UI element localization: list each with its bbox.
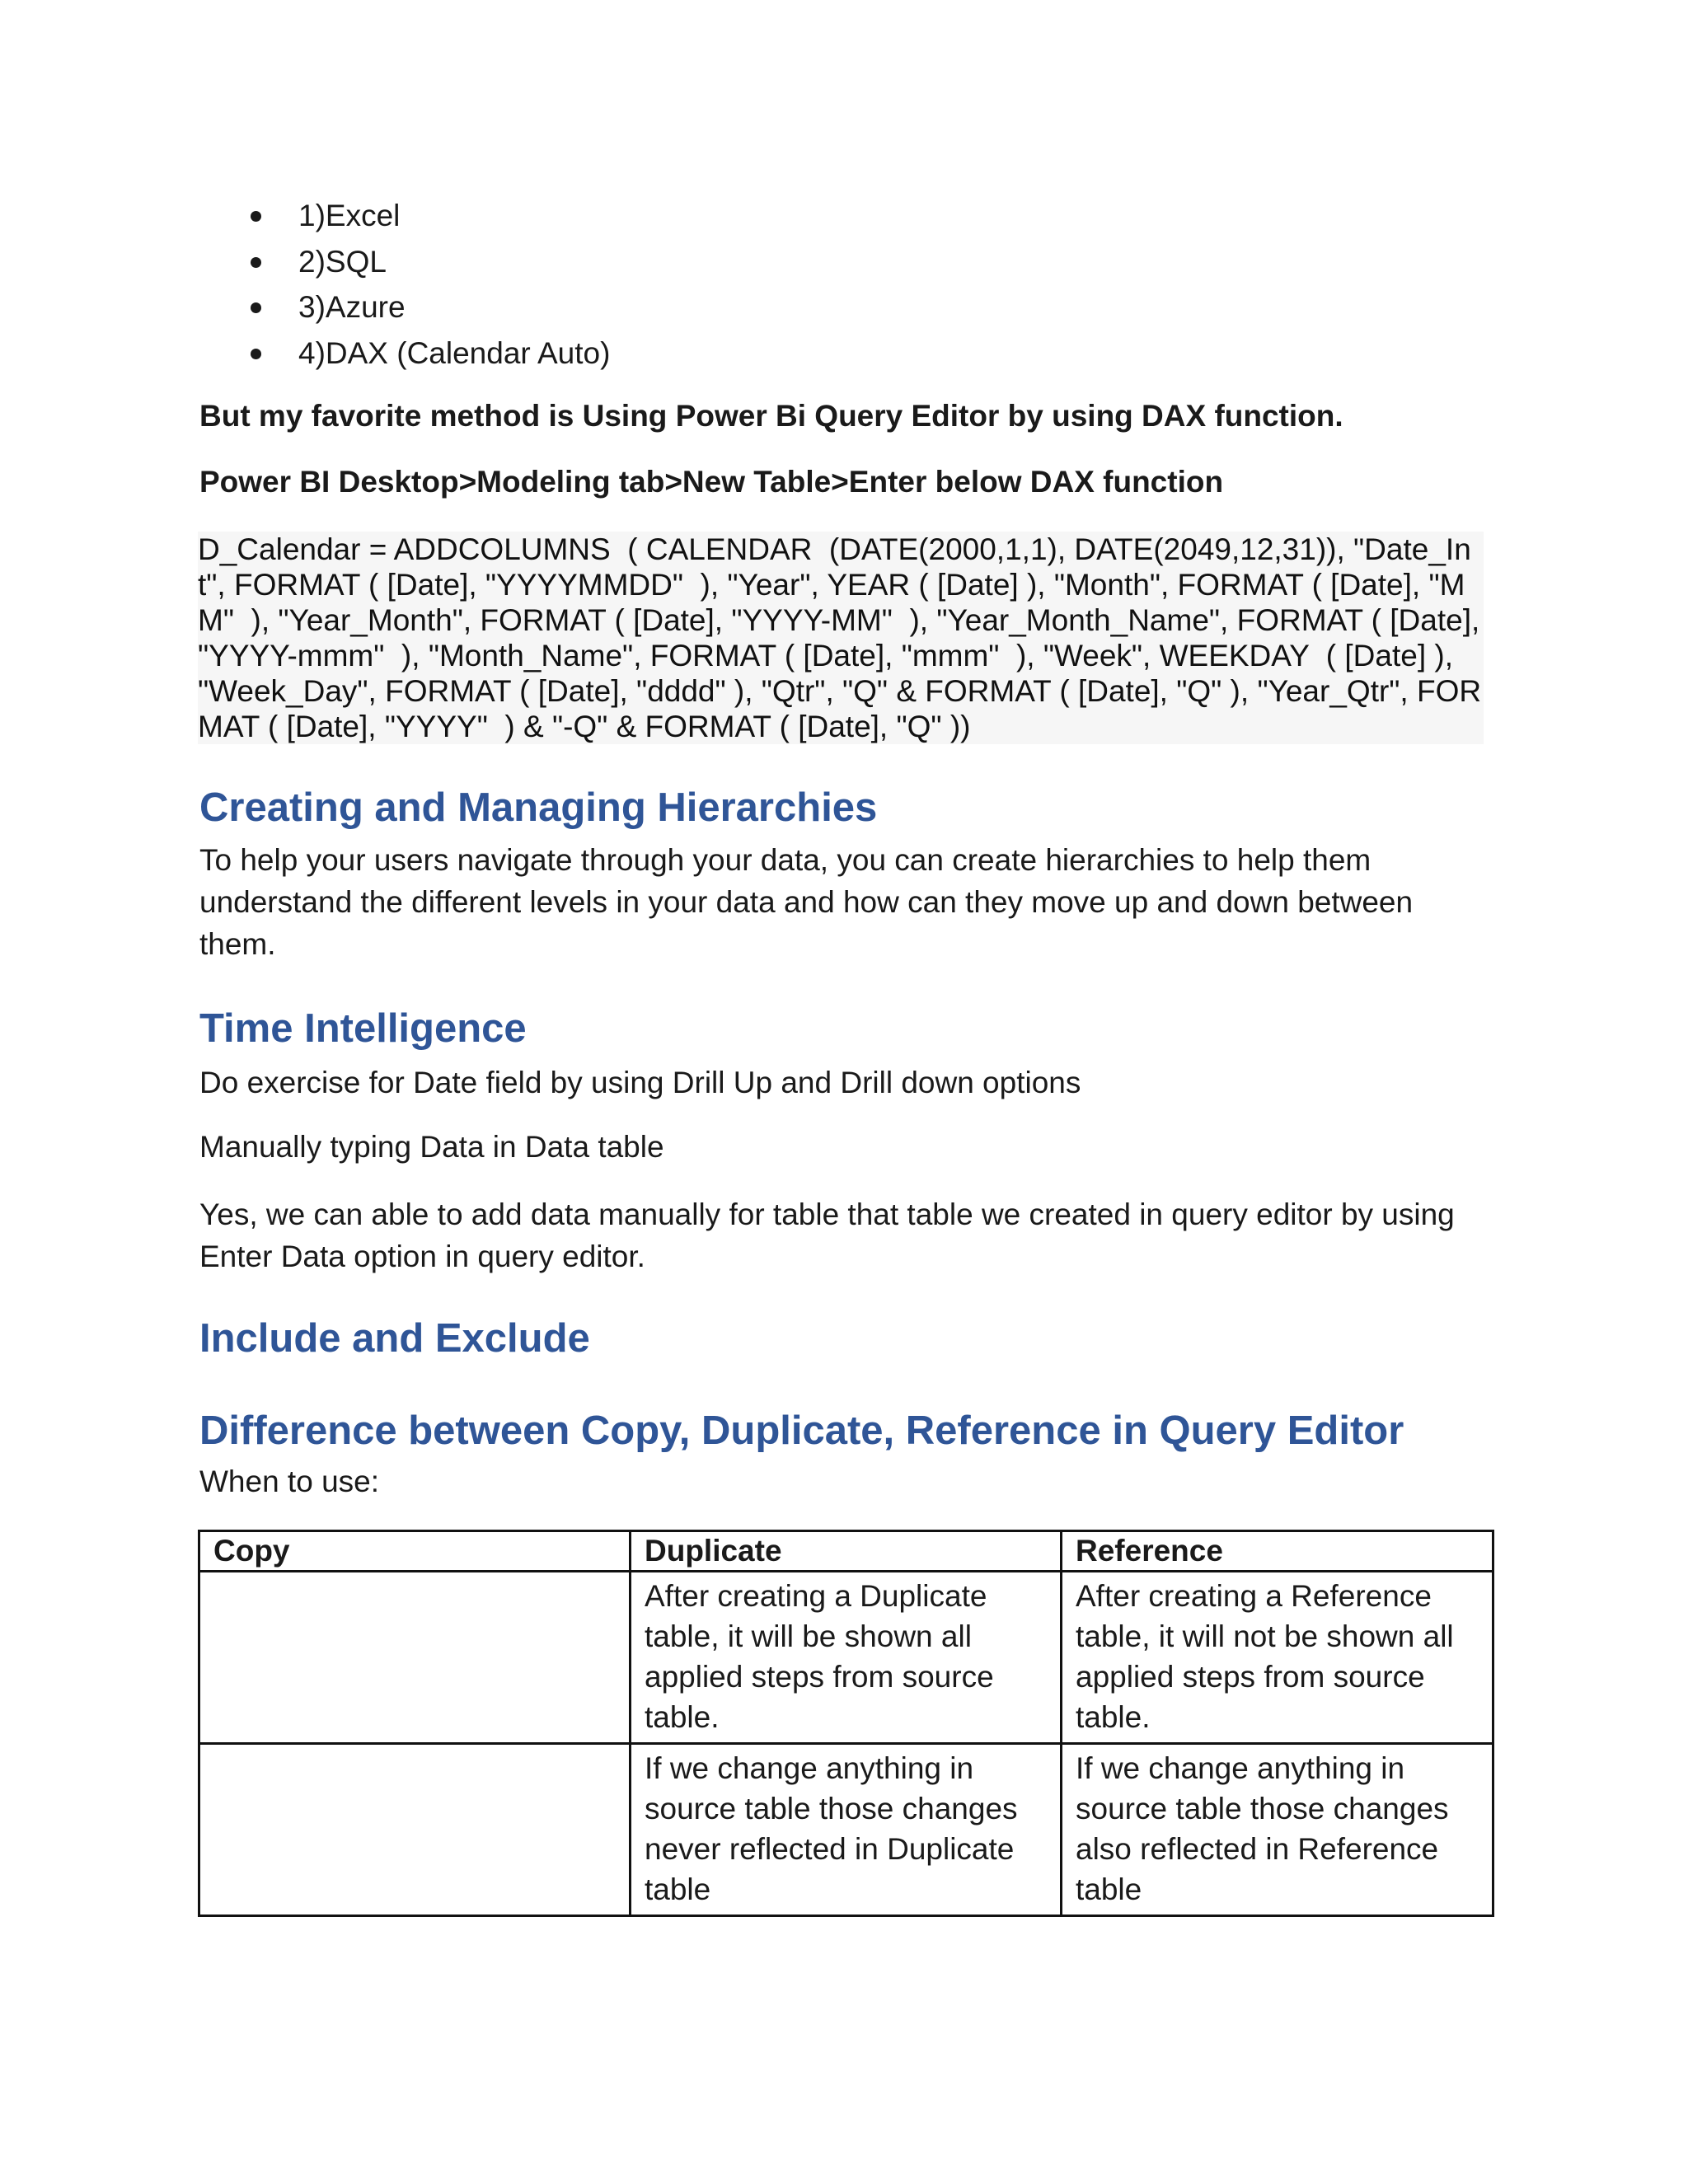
table-cell (199, 1744, 631, 1916)
path-instructions: Power BI Desktop>Modeling tab>New Table>Enter below DAX function (199, 465, 1224, 499)
bullet-icon (251, 302, 261, 313)
heading-include-exclude: Include and Exclude (199, 1316, 590, 1361)
bullet-list (199, 193, 610, 376)
header-duplicate: Duplicate (631, 1531, 1062, 1572)
table-row (199, 1744, 1493, 1916)
list-item: 3)Azure (199, 284, 610, 330)
bullet-icon (251, 211, 261, 222)
table-cell: If we change anything in source table those changes never reflected in Duplicate table (631, 1744, 1062, 1916)
table-cell (199, 1572, 631, 1744)
bullet-icon (251, 349, 261, 359)
difference-subtitle: When to use: (199, 1465, 380, 1498)
heading-time-intelligence: Time Intelligence (199, 1006, 527, 1051)
dax-code-block: D_Calendar = ADDCOLUMNS ( CALENDAR (DATE(2000,1,1), DATE(2049,12,31)), "Date_Int", FORMAT ( [Date], "YYYYMMDD" ), "Year", YEAR ( [Date] ), "Month", FORMAT ( [Date], "MM" ), "Year_Month", FORMAT ( [Date], "YYYY-MM" ), "Year_Month_Name", FORMAT ( [Date], "YYYY-mmm" ), "Month_Name", FORMAT ( [Date], "mmm" ), "Week", WEEKDAY ( [Date] ), "Week_Day", FORMAT ( [Date], "dddd" ), "Qtr", "Q" & FORMAT ( [Date], "Q" ), "Year_Qtr", FORMAT ( [Date], "YYYY" ) & "-Q" & FORMAT ( [Date], "Q" )) (198, 532, 1489, 743)
table-cell: After creating a Reference table, it will not be shown all applied steps from source table. (1062, 1572, 1493, 1744)
table-cell: If we change anything in source table those changes also reflected in Reference table (1062, 1744, 1493, 1916)
header-reference: Reference (1062, 1531, 1493, 1572)
bullet-icon (251, 257, 261, 268)
heading-difference: Difference between Copy, Duplicate, Reference in Query Editor (199, 1408, 1404, 1453)
table-cell: After creating a Duplicate table, it will be shown all applied steps from source table. (631, 1572, 1062, 1744)
hierarchies-body: To help your users navigate through your data, you can create hierarchies to help them understand the different levels in your data and how can they move up and down between them. (199, 843, 1414, 961)
list-item: 4)DAX (Calendar Auto) (199, 330, 610, 377)
heading-hierarchies: Creating and Managing Hierarchies (199, 785, 878, 830)
table-row (199, 1572, 1493, 1744)
favorite-method-text: But my favorite method is Using Power Bi Query Editor by using DAX function. (199, 399, 1343, 433)
time-intelligence-line2: Manually typing Data in Data table (199, 1130, 664, 1164)
comparison-table (198, 1530, 1494, 1917)
list-item: 2)SQL (199, 239, 610, 285)
list-item: 1)Excel (199, 193, 610, 239)
time-intelligence-line1: Do exercise for Date field by using Drill Up and Drill down options (199, 1066, 1081, 1099)
header-copy: Copy (199, 1531, 631, 1572)
table-header-row (199, 1531, 1493, 1572)
time-intelligence-line3: Yes, we can able to add data manually for table that table we created in query editor by using Enter Data option in query editor. (199, 1197, 1455, 1273)
